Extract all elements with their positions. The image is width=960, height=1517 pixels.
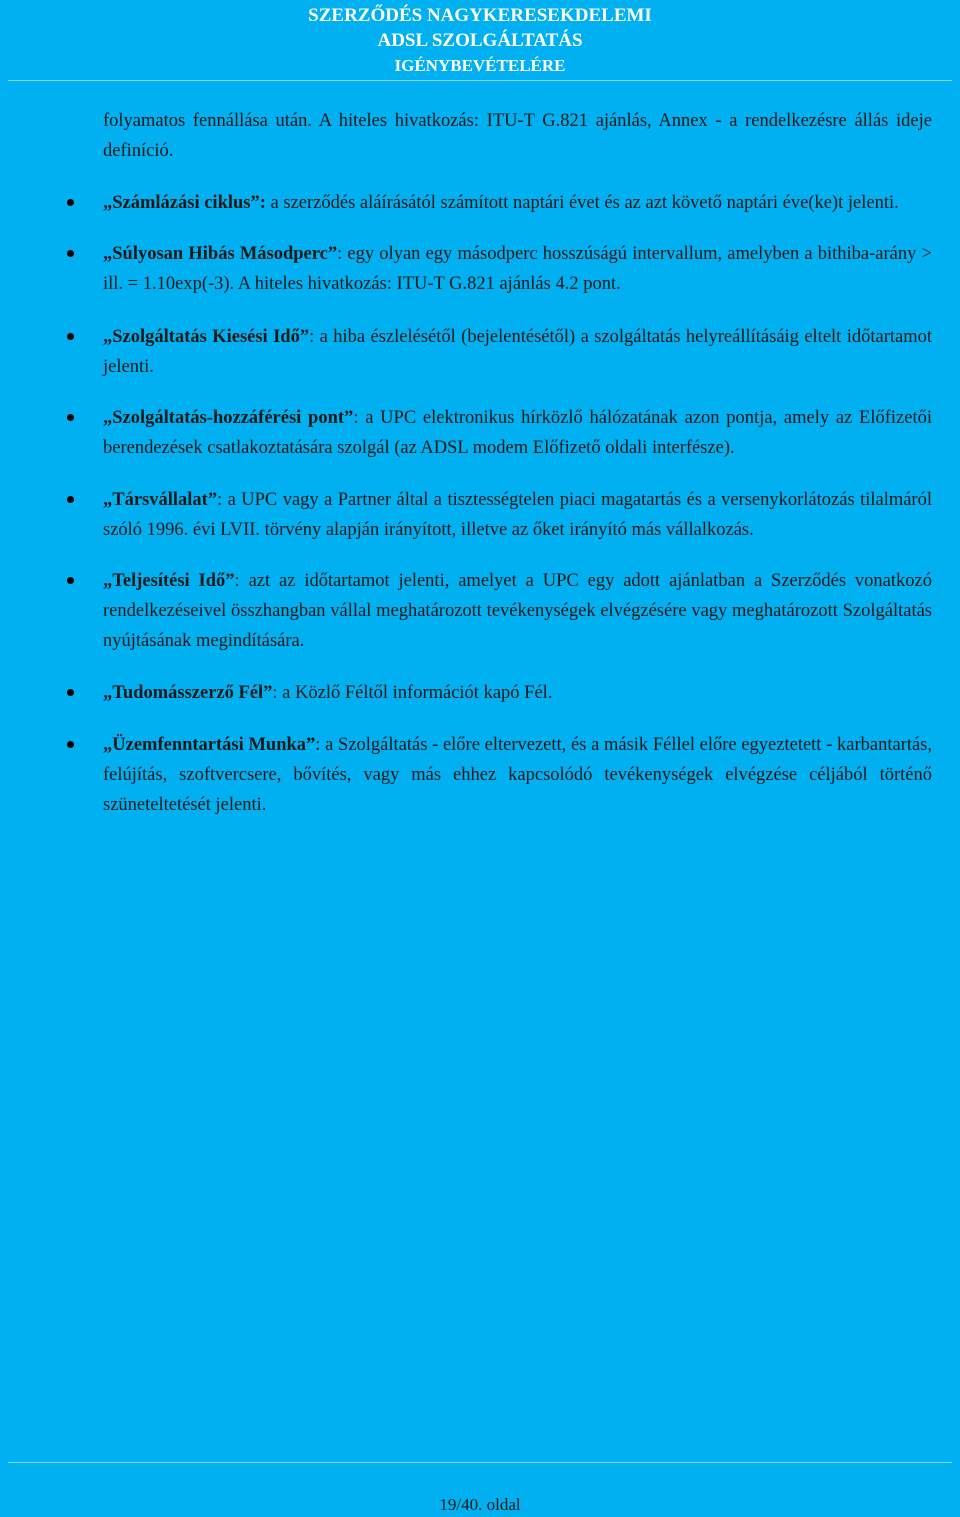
definition-item bbox=[103, 678, 932, 708]
page-number: 19/40. oldal bbox=[439, 1495, 521, 1514]
definition-term: „Teljesítési Idő” bbox=[103, 571, 235, 591]
definition-item bbox=[103, 485, 932, 545]
bullet-icon bbox=[67, 496, 74, 503]
definition-term: „Társvállalat” bbox=[103, 490, 218, 510]
bullet-icon bbox=[67, 689, 74, 696]
definition-term: „Számlázási ciklus”: bbox=[103, 193, 266, 213]
definition-term: „Súlyosan Hibás Másodperc” bbox=[103, 244, 338, 264]
bullet-icon bbox=[67, 250, 74, 257]
definition-text: : a UPC vagy a Partner által a tisztességtelen piaci magatartás és a versenykorlátozás tilalmáról szóló 1996. évi LVII. törvény alapján irányított, illetve az őket irányító más vállalkozás. bbox=[103, 490, 932, 540]
definition-item bbox=[103, 188, 932, 218]
bullet-icon bbox=[67, 414, 74, 421]
definition-item bbox=[103, 239, 932, 299]
definition-text: : a UPC elektronikus hírközlő hálózatának azon pontja, amely az Előfizetői berendezések csatlakoztatására szolgál (az ADSL modem Előfizető oldali interfésze). bbox=[103, 408, 933, 458]
definition-text: a szerződés aláírásától számított naptári évet és az azt követő naptári éve(ke)t jelenti. bbox=[265, 193, 899, 213]
definition-term: „Szolgáltatás-hozzáférési pont” bbox=[103, 408, 354, 428]
definition-item bbox=[103, 730, 932, 820]
header-divider bbox=[8, 80, 952, 81]
definition-term: „Tudomásszerző Fél” bbox=[103, 683, 273, 703]
definition-term: „Szolgáltatás Kiesési Idő” bbox=[103, 327, 310, 347]
definition-text: : a Közlő Féltől információt kapó Fél. bbox=[272, 683, 553, 703]
bullet-icon bbox=[67, 577, 74, 584]
definition-item bbox=[103, 403, 932, 463]
bullet-icon bbox=[67, 199, 74, 206]
definition-item bbox=[103, 322, 932, 382]
page-header bbox=[0, 0, 960, 78]
header-subtitle-2: IGÉNYBEVÉTELÉRE bbox=[394, 56, 566, 75]
definition-text: : a Szolgáltatás - előre eltervezett, és a másik Féllel előre egyeztetett - karbantartás, felújítás, szoftvercsere, bővítés, vagy más ehhez kapcsolódó tevékenységek elvégzése céljából történő szüneteltetését jelenti. bbox=[103, 735, 933, 815]
header-title: SZERZŐDÉS NAGYKERESEKDELEMI bbox=[308, 5, 652, 26]
header-subtitle: ADSL SZOLGÁLTATÁS bbox=[377, 30, 583, 51]
bullet-icon bbox=[67, 741, 74, 748]
document-body bbox=[103, 106, 932, 820]
definition-text: : egy olyan egy másodperc hosszúságú intervallum, amelyben a bithiba-arány > ill. = 1.10exp(-3). A hiteles hivatkozás: ITU-T G.821 ajánlás 4.2 pont. bbox=[103, 244, 932, 294]
definition-item bbox=[103, 566, 932, 656]
intro-paragraph: folyamatos fennállása után. A hiteles hivatkozás: ITU-T G.821 ajánlás, Annex - a rendelkezésre állás ideje definíció. bbox=[103, 111, 932, 161]
footer-divider bbox=[8, 1462, 952, 1463]
definition-text: : azt az időtartamot jelenti, amelyet a UPC egy adott ajánlatban a Szerződés vonatkozó rendelkezéseivel összhangban vállal meghatározott tevékenységek elvégzésére vagy meghatározott Szolgáltatás nyújtásának megindítására. bbox=[103, 571, 932, 651]
bullet-icon bbox=[67, 333, 74, 340]
definition-term: „Üzemfenntartási Munka” bbox=[103, 735, 316, 755]
definition-text: : a hiba észlelésétől (bejelentésétől) a szolgáltatás helyreállításáig eltelt időtartamot jelenti. bbox=[103, 327, 933, 377]
